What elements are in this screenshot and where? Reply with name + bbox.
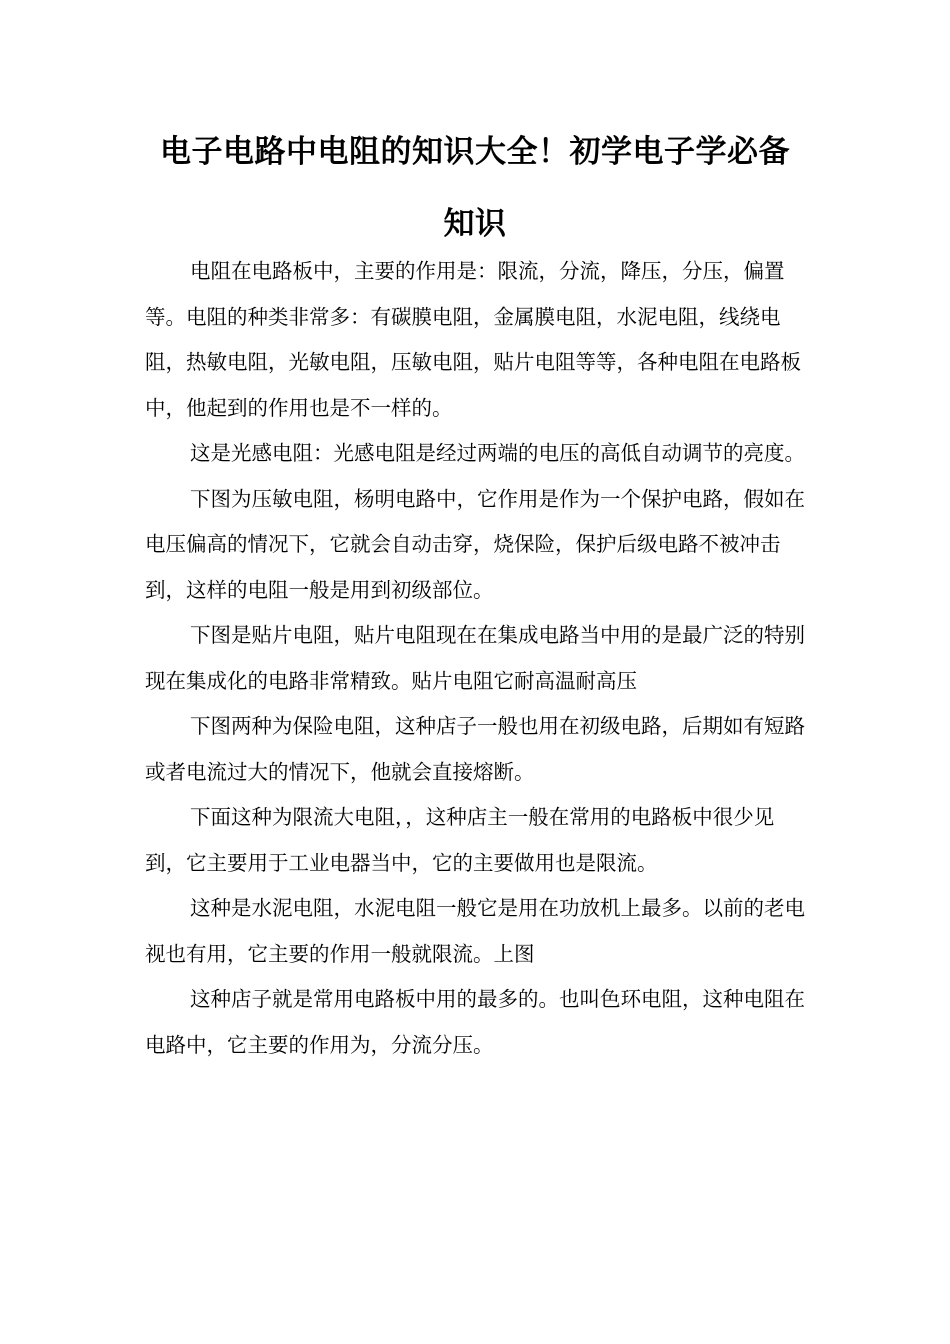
paragraph-resistor-overview: 电阻在电路板中，主要的作用是：限流，分流，降压，分压，偏置等。电阻的种类非常多：有碳膜电阻，金属膜电阻，水泥电阻，线绕电阻，热敏电阻，光敏电阻，压敏电阻，贴片电阻等等，各种电阻在电路板中，他起到的作用也是不一样的。 bbox=[145, 259, 801, 420]
paragraph-smd-resistor: 下图是贴片电阻，贴片电阻现在在集成电路当中用的是最广泛的特别现在集成化的电路非常精致。贴片电阻它耐高温耐高压 bbox=[145, 623, 805, 693]
document-body bbox=[145, 249, 805, 1068]
paragraph-color-ring-resistor: 这种店子就是常用电路板中用的最多的。也叫色环电阻，这种电阻在电路中，它主要的作用为，分流分压。 bbox=[145, 987, 805, 1057]
paragraph-fuse-resistor: 下图两种为保险电阻，这种店子一般也用在初级电路，后期如有短路或者电流过大的情况下，他就会直接熔断。 bbox=[145, 714, 805, 784]
document-title: 电子电路中电阻的知识大全！初学电子学必备知识 bbox=[160, 134, 790, 242]
paragraph-cement-resistor: 这种是水泥电阻，水泥电阻一般它是用在功放机上最多。以前的老电视也有用，它主要的作用一般就限流。上图 bbox=[145, 896, 805, 966]
paragraph-varistor: 下图为压敏电阻，杨明电路中，它作用是作为一个保护电路，假如在电压偏高的情况下，它就会自动击穿，烧保险，保护后级电路不被冲击到，这样的电阻一般是用到初级部位。 bbox=[145, 486, 805, 602]
paragraph-photoresistor: 这是光感电阻：光感电阻是经过两端的电压的高低自动调节的亮度。 bbox=[190, 441, 805, 465]
paragraph-current-limiting-resistor: 下面这种为限流大电阻，，这种店主一般在常用的电路板中很少见到，它主要用于工业电器当中，它的主要做用也是限流。 bbox=[145, 805, 775, 875]
